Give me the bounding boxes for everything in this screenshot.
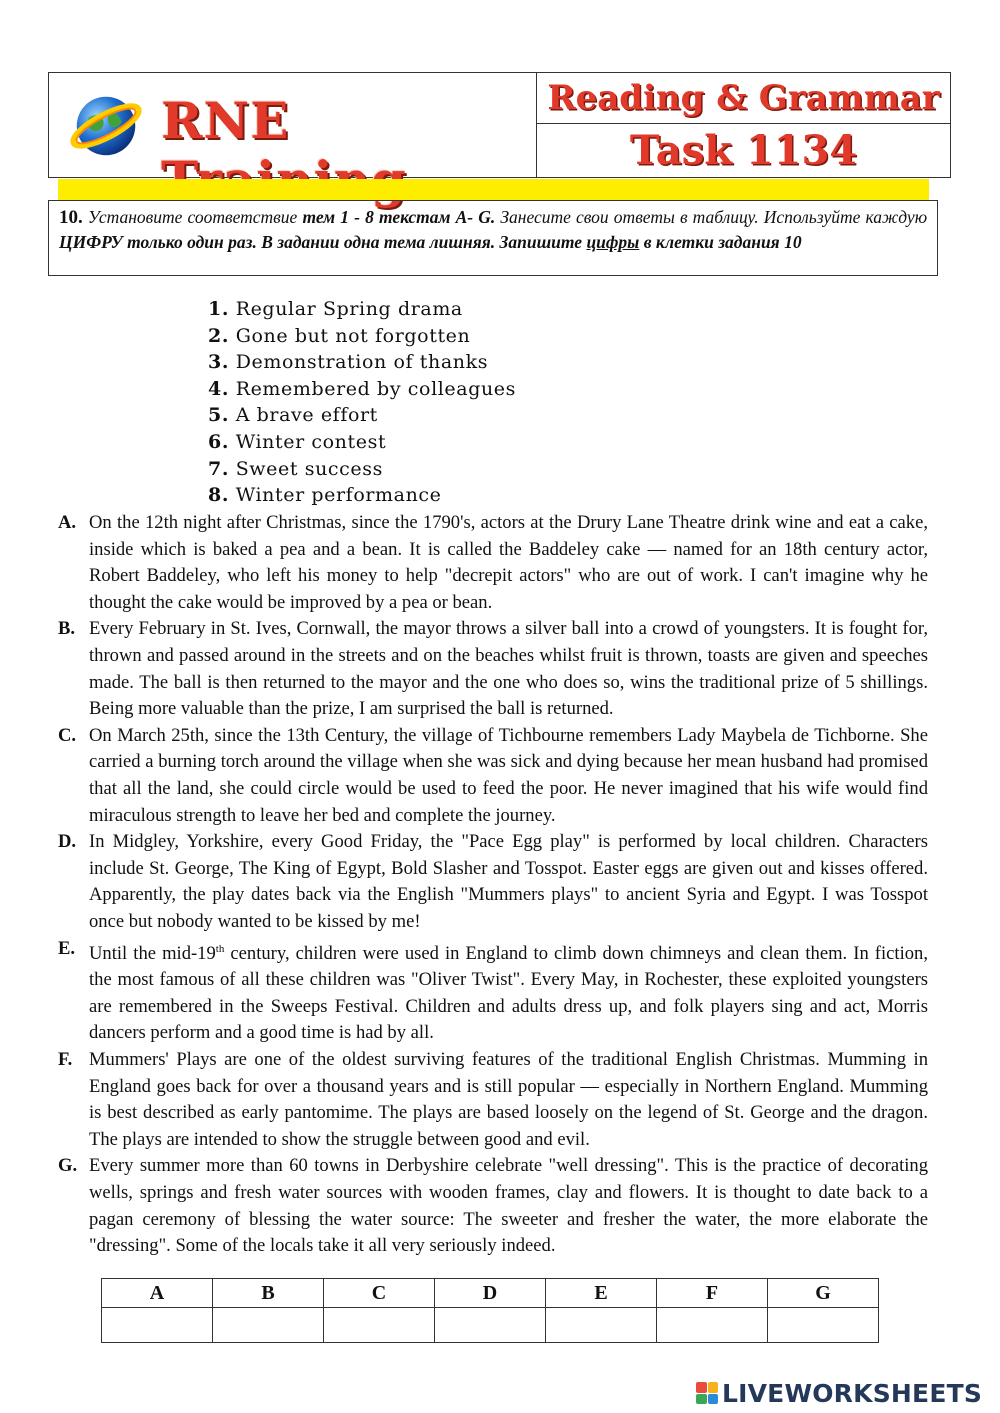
instr-part2: тем 1 - 8 текстам А- G.: [302, 207, 496, 227]
instr-part3: Занесите свои ответы в таблицу. Используйте каждую: [500, 207, 928, 227]
paragraph-body: Mummers' Plays are one of the oldest surviving features of the traditional English Christmas. Mumming in England goes back for over a thousand years and is still popular — especially in Northern England. Mumming is best described as early pantomime. The plays are based loosely on the legend of St. George and the dragon. The plays are intended to show the struggle between good and evil.: [89, 1049, 928, 1150]
answer-header: A: [102, 1279, 213, 1308]
answer-header: C: [324, 1279, 435, 1308]
answer-cell-f[interactable]: [657, 1308, 768, 1343]
task-number: Task 1134: [629, 127, 858, 174]
topic-item: 2. Gone but not forgotten: [208, 324, 471, 347]
topic-item: 8. Winter performance: [208, 484, 442, 507]
instr-part6: в клетки задания 10: [643, 232, 802, 252]
task-instructions: [48, 200, 938, 276]
answer-cell-b[interactable]: [213, 1308, 324, 1343]
answer-input-row: [102, 1308, 879, 1343]
topic-list: [208, 296, 516, 509]
answer-cell-e[interactable]: [546, 1308, 657, 1343]
watermark-text: LIVEWORKSHEETS: [722, 1378, 983, 1408]
text-paragraph-d: [58, 829, 928, 935]
paragraph-body: On March 25th, since the 13th Century, the village of Tichbourne remembers Lady Maybela de Tichborne. She carried a burning torch around the village when she was sick and dying because her mean husband had promised that all the land, she could circle would be used to feed the poor. He never imagined that his wife would find miraculous strength to leave her bed and complete the journey.: [89, 724, 928, 826]
answer-cell-g[interactable]: [768, 1308, 879, 1343]
liveworksheets-logo-icon: [696, 1382, 718, 1404]
logo-cell: [49, 73, 537, 177]
text-paragraph-g: [58, 1153, 928, 1259]
paragraph-letter: B.: [58, 618, 76, 640]
text-paragraph-b: [58, 616, 928, 722]
paragraph-letter: A.: [58, 512, 77, 533]
header: [48, 72, 951, 178]
paragraph-letter: G.: [58, 1155, 78, 1177]
topic-item: 7. Sweet success: [208, 457, 383, 480]
topic-item: 5. A brave effort: [208, 404, 378, 427]
answer-header-row: [102, 1279, 879, 1308]
reading-texts: [58, 510, 928, 1260]
paragraph-body: Every summer more than 60 towns in Derbyshire celebrate "well dressing". This is the practice of decorating wells, springs and fresh water sources with wooden frames, clay and flowers. It is thought to date back to a pagan ceremony of blessing the water source: The sweeter and fresher the water, the more elaborate the "dressing". Some of the locals take it all very seriously indeed.: [89, 1155, 928, 1257]
text-paragraph-c: [58, 723, 928, 829]
instr-part5: цифры: [586, 232, 640, 252]
instr-part4: ЦИФРУ только один раз. В задании одна тема лишняя. Запишите: [59, 232, 583, 252]
answer-header: F: [657, 1279, 768, 1308]
text-paragraph-e: [58, 936, 928, 1048]
paragraph-letter: E.: [58, 937, 76, 959]
brand-logo-text: RNE: [161, 91, 290, 150]
answer-header: G: [768, 1279, 879, 1308]
paragraph-body: Until the mid-19th century, children were used in England to climb down chimneys and clean them. In fiction, the most famous of all these children was "Oliver Twist". Every May, in Rochester, these exploited youngsters are remembered in the Sweeps Festival. Children and adults dress up, and folk players sing and act, Morris dancers perform and a good time is had by all.: [89, 942, 928, 1044]
topic-item: 4. Remembered by colleagues: [208, 377, 516, 400]
answer-table: [101, 1278, 879, 1343]
answer-header: D: [435, 1279, 546, 1308]
paragraph-letter: D.: [58, 831, 77, 853]
answer-header: E: [546, 1279, 657, 1308]
topic-item: 6. Winter contest: [208, 430, 387, 453]
paragraph-body: In Midgley, Yorkshire, every Good Friday, the "Pace Egg play" is performed by local children. Characters include St. George, The King of Egypt, Bold Slasher and Tosspot. Easter eggs are given out and kisses offered. Apparently, the play dates back via the English "Mummers plays" to ancient Syria and Egypt. I was Tosspot once but nobody wanted to be kissed by me!: [89, 831, 928, 932]
topic-item: 1. Regular Spring drama: [208, 298, 463, 320]
paragraph-body: Every February in St. Ives, Cornwall, the mayor throws a silver ball into a crowd of youngsters. It is fought for, thrown and passed around in the streets and on the beaches whilst fruit is thrown, toasts are given and speeches made. The ball is then returned to the mayor and the one who does so, wins the traditional prize of 5 shillings. Being more valuable than the prize, I am surprised the ball is returned.: [89, 618, 928, 720]
worksheet-title: Reading & Grammar: [537, 73, 950, 124]
paragraph-letter: F.: [58, 1049, 73, 1071]
answer-cell-d[interactable]: [435, 1308, 546, 1343]
highlight-bar: [58, 179, 929, 200]
instr-part1: Установите соответствие: [87, 207, 298, 227]
globe-logo-icon: [67, 85, 145, 163]
paragraph-body: On the 12th night after Christmas, since the 1790's, actors at the Drury Lane Theatre drink wine and eat a cake, inside which is baked a pea and a bean. It is called the Baddeley cake — named for an 18th century actor, Robert Baddeley, who left his money to help "decrepit actors" who are out of work. I can't imagine why he thought the cake would be improved by a pea or bean.: [89, 512, 928, 613]
answer-cell-a[interactable]: [102, 1308, 213, 1343]
text-paragraph-f: [58, 1047, 928, 1153]
text-paragraph-a: [58, 510, 928, 616]
answer-header: B: [213, 1279, 324, 1308]
liveworksheets-watermark: [696, 1378, 982, 1408]
paragraph-letter: C.: [58, 724, 77, 746]
topic-item: 3. Demonstration of thanks: [208, 351, 489, 374]
task-index: 10.: [59, 207, 83, 228]
answer-cell-c[interactable]: [324, 1308, 435, 1343]
